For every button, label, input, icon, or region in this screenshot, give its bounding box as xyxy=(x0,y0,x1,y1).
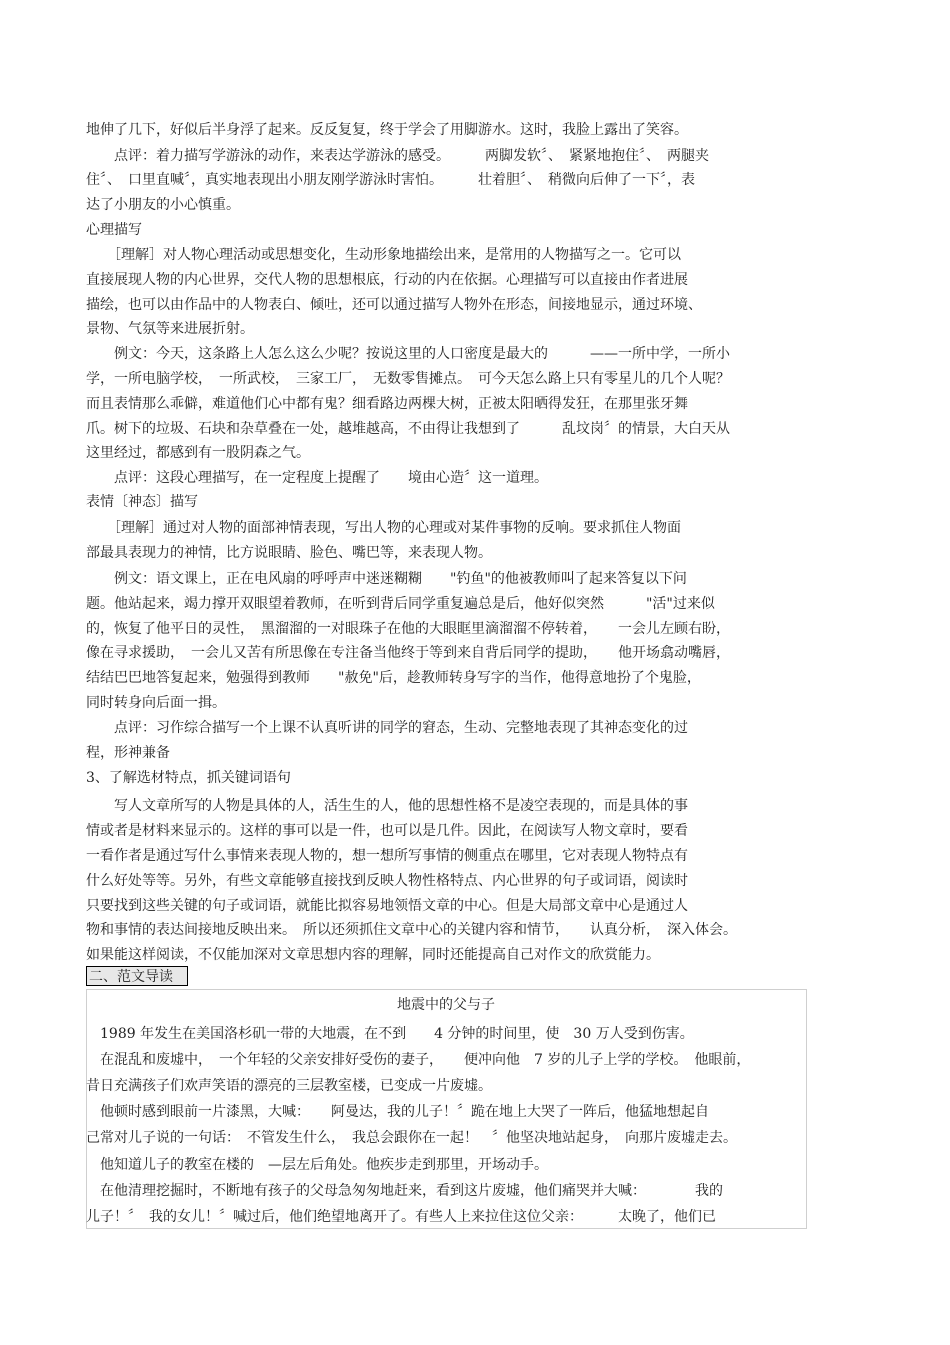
article-line: 儿子！〞 我的女儿！〞喊过后，他们绝望地离开了。有些人上来拉住这位父亲： 太晚了，他们已 xyxy=(86,1209,716,1225)
text-line: 直接展现人物的内心世界，交代人物的思想根底，行动的内在依据。心理描写可以直接由作者进展 xyxy=(86,272,688,288)
article-title: 地震中的父与子 xyxy=(397,997,495,1013)
text-line: 只要找到这些关键的句子或词语，就能比拟容易地领悟文章的中心。但是大局部文章中心是通过人 xyxy=(86,898,688,914)
text-line: 例文：今天，这条路上人怎么这么少呢？按说这里的人口密度是最大的 ——一所中学，一所小 xyxy=(86,346,730,362)
article-line: 在混乱和废墟中， 一个年轻的父亲安排好受伤的妻子， 便冲向他 7 岁的儿子上学的学校。 他眼前， xyxy=(86,1052,751,1068)
text-line: 这里经过，都感到有一股阴森之气。 xyxy=(86,445,310,461)
text-line: 题。他站起来，竭力撑开双眼望着教师，在听到背后同学重复遍总是后，他好似突然 "活"过来似 xyxy=(86,596,715,612)
article-line: 昔日充满孩子们欢声笑语的漂亮的三层教室楼，已变成一片废墟。 xyxy=(86,1078,492,1094)
text-line: 写人文章所写的人物是具体的人，活生生的人，他的思想性格不是凌空表现的，而是具体的事 xyxy=(86,798,688,814)
text-line: 一看作者是通过写什么事情来表现人物的，想一想所写事情的侧重点在哪里，它对表现人物特点有 xyxy=(86,848,688,864)
text-line: 物和事情的表达间接地反映出来。 所以还须抓住文章中心的关键内容和情节， 认真分析， 深入体会。 xyxy=(86,922,737,938)
section-header: 二、范文导读 xyxy=(86,966,188,986)
text-line: 达了小朋友的小心慎重。 xyxy=(86,197,240,213)
text-line: 爪。树下的垃圾、石块和杂草叠在一处，越堆越高，不由得让我想到了 乱坟岗〞的情景，大白天从 xyxy=(86,421,730,437)
text-line: 表情〔神态〕描写 xyxy=(86,494,198,510)
text-line: 点评：习作综合描写一个上课不认真听讲的同学的窘态，生动、完整地表现了其神态变化的过 xyxy=(86,720,688,736)
text-line: 部最具表现力的神情，比方说眼睛、脸色、嘴巴等，来表现人物。 xyxy=(86,545,492,561)
text-line: 例文：语文课上，正在电风扇的呼呼声中迷迷糊糊 "钓鱼"的他被教师叫了起来答复以下问 xyxy=(86,571,687,587)
text-line: 程，形神兼备 xyxy=(86,745,170,761)
text-line: 而且表情那么乖僻，难道他们心中都有鬼？细看路边两棵大树，正被太阳晒得发狂，在那里张牙舞 xyxy=(86,396,688,412)
text-line: 3、了解选材特点，抓关键词语句 xyxy=(86,770,291,786)
text-line: 心理描写 xyxy=(86,222,142,238)
text-line: 结结巴巴地答复起来，勉强得到教师 "赦免"后，趁教师转身写字的当作，他得意地扮了个鬼脸， xyxy=(86,670,701,686)
text-line: ［理解］通过对人物的面部神情表现，写出人物的心理或对某件事物的反响。要求抓住人物面 xyxy=(86,520,681,536)
text-line: 像在寻求援助， 一会儿又苦有所思像在专注备当他终于等到来自背后同学的提助， 他开场翕动嘴唇， xyxy=(86,645,730,661)
text-line: 如果能这样阅读，不仅能加深对文章思想内容的理解，同时还能提高自己对作文的欣赏能力。 xyxy=(86,947,660,963)
text-line: 学，一所电脑学校， 一所武校， 三家工厂， 无数零售摊点。 可今天怎么路上只有零星儿的几个人呢？ xyxy=(86,371,730,387)
article-line: 己常对儿子说的一句话： 不管发生什么， 我总会跟你在一起！ 〞他坚决地站起身， 向那片废墟走去。 xyxy=(86,1130,737,1146)
text-line: 地伸了几下，好似后半身浮了起来。反反复复，终于学会了用脚游水。这时，我脸上露出了笑容。 xyxy=(86,122,688,138)
text-line: 住〞、 口里直喊〞，真实地表现出小朋友刚学游泳时害怕。 壮着胆〞、 稍微向后伸了一下〞，表 xyxy=(86,172,695,188)
text-line: 描绘，也可以由作品中的人物表白、倾吐，还可以通过描写人物外在形态，间接地显示，通过环境、 xyxy=(86,297,702,313)
article-line: 他知道儿子的教室在楼的 —层左后角处。他疾步走到那里，开场动手。 xyxy=(86,1157,548,1173)
text-line: ［理解］对人物心理活动或思想变化，生动形象地描绘出来，是常用的人物描写之一。它可以 xyxy=(86,247,681,263)
text-line: 点评：这段心理描写，在一定程度上提醒了 境由心造〞这一道理。 xyxy=(86,470,548,486)
text-line: 什么好处等等。另外，有些文章能够直接找到反映人物性格特点、内心世界的句子或词语，阅读时 xyxy=(86,873,688,889)
article-line: 在他清理挖掘时，不断地有孩子的父母急匆匆地赶来，看到这片废墟，他们痛哭并大喊： 我的 xyxy=(86,1183,723,1199)
article-line: 他顿时感到眼前一片漆黑，大喊： 阿曼达，我的儿子！〞跪在地上大哭了一阵后，他猛地想起自 xyxy=(86,1104,709,1120)
text-line: 点评：着力描写学游泳的动作，来表达学游泳的感受。 两脚发软〞、 紧紧地抱住〞、 两腿夹 xyxy=(86,148,709,164)
text-line: 同时转身向后面一揖。 xyxy=(86,695,226,711)
article-line: 1989 年发生在美国洛杉矶一带的大地震，在不到 4 分钟的时间里，使 30 万人受到伤害。 xyxy=(86,1026,694,1042)
text-line: 景物、气氛等来进展折射。 xyxy=(86,321,254,337)
text-line: 的，恢复了他平日的灵性， 黑溜溜的一对眼珠子在他的大眼眶里滴溜溜不停转着， 一会儿左顾右盼， xyxy=(86,621,730,637)
text-line: 情或者是材料来显示的。这样的事可以是一件，也可以是几件。因此，在阅读写人物文章时，要看 xyxy=(86,823,688,839)
